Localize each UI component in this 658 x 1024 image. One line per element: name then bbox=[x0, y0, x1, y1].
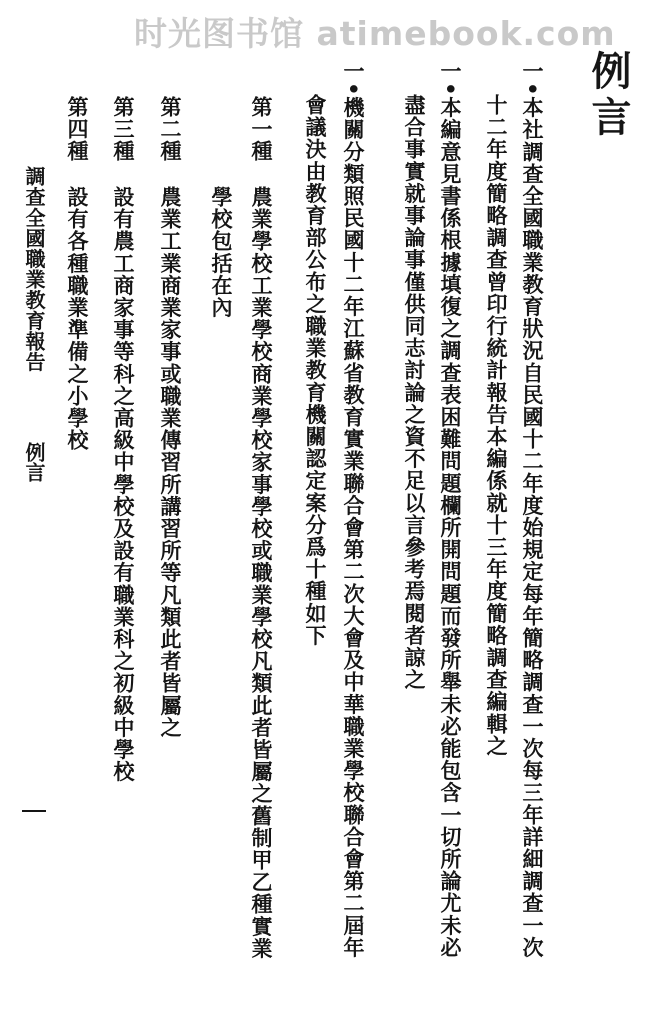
category-2-line-1: 農業工業商業家事或職業傳習所講習所等凡類此者皆屬之 bbox=[158, 186, 183, 739]
category-1-label: 第一種 bbox=[249, 96, 274, 163]
page-number bbox=[22, 810, 46, 812]
paragraph-2-line-2: 盡合事實就事論事僅供同志討論之資不足以言參考焉閱者諒之 bbox=[402, 94, 427, 691]
paragraph-1-line-2: 十二年度簡略調查曾印行統計報告本編係就十三年度簡略調查編輯之 bbox=[484, 94, 509, 757]
category-4-label: 第四種 bbox=[65, 96, 90, 163]
paragraph-1-line-1: 一•本社調查全國職業教育狀況自民國十二年度始規定每年簡略調查一次每三年詳細調查一次 bbox=[520, 60, 545, 959]
category-4-line-1: 設有各種職業準備之小學校 bbox=[65, 186, 90, 452]
running-section-title: 例言 bbox=[22, 442, 46, 482]
category-1-line-1: 農業學校工業學校商業學校家事學校或職業學校凡類此者皆屬之舊制甲乙種實業 bbox=[249, 186, 274, 960]
category-2-label: 第二種 bbox=[158, 96, 183, 163]
paragraph-3-line-1: 一•機關分類照民國十二年江蘇省教育實業聯合會第二次大會及中華職業學校聯合會第二屆年 bbox=[341, 60, 366, 959]
category-3-line-1: 設有農工商家事等科之高級中學校及設有職業科之初級中學校 bbox=[111, 186, 136, 783]
category-1-line-2: 學校包括在內 bbox=[209, 186, 234, 319]
running-book-title: 調查全國職業教育報告 bbox=[22, 166, 46, 372]
paragraph-3-line-2: 會議決由教育部公布之職業教育機關認定案分爲十種如下 bbox=[303, 94, 328, 647]
watermark: 时光图书馆 atimebook.com bbox=[134, 14, 616, 53]
paragraph-2-line-1: 一•本編意見書係根據填復之調查表困難問題欄所開問題而發所舉未必能包含一切所論尤未必 bbox=[438, 60, 463, 959]
category-3-label: 第三種 bbox=[111, 96, 136, 163]
page-title: 例言 bbox=[585, 50, 632, 142]
